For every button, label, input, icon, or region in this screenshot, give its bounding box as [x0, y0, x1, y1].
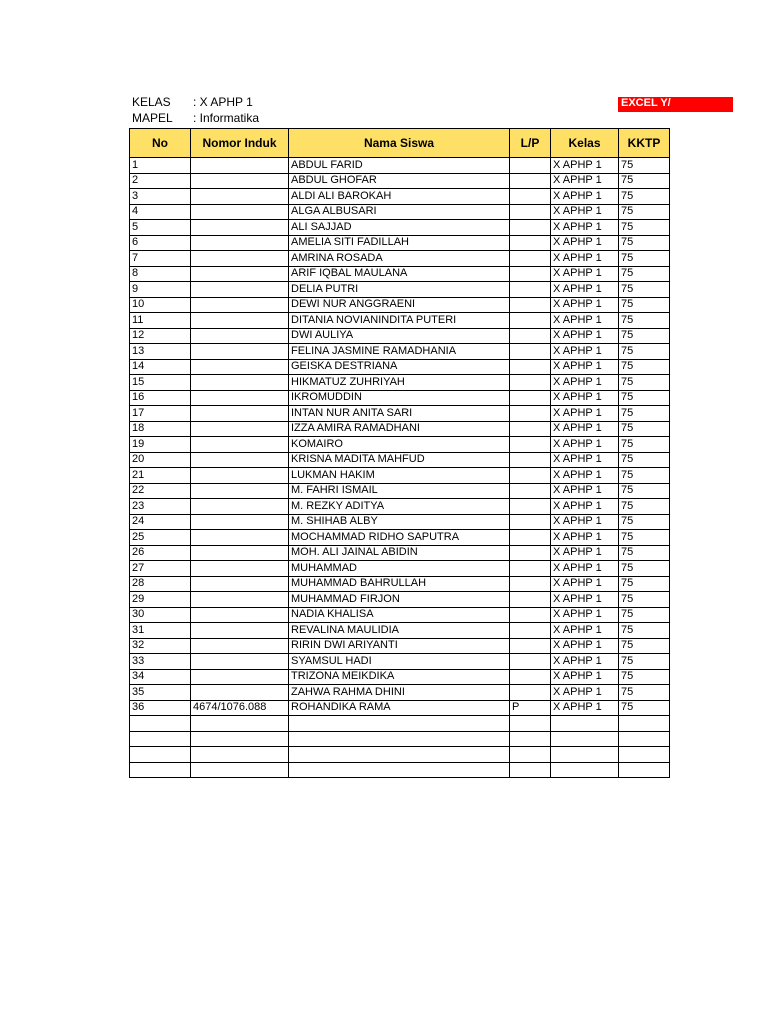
cell-nama-siswa[interactable] — [289, 716, 510, 732]
cell-kelas[interactable] — [551, 716, 619, 732]
cell-nomor-induk[interactable] — [191, 204, 289, 220]
table-row — [130, 731, 670, 747]
meta-kelas — [132, 95, 332, 110]
cell-nomor-induk[interactable] — [191, 747, 289, 763]
cell-kelas[interactable]: X APHP 1 — [551, 576, 619, 592]
table-row — [130, 669, 670, 685]
kelas-label: KELAS — [132, 95, 171, 109]
cell-nomor-induk[interactable] — [191, 514, 289, 530]
cell-kelas[interactable]: X APHP 1 — [551, 468, 619, 484]
cell-no[interactable]: 17 — [130, 406, 191, 422]
cell-kelas[interactable]: X APHP 1 — [551, 282, 619, 298]
cell-kelas[interactable]: X APHP 1 — [551, 375, 619, 391]
cell-no[interactable]: 33 — [130, 654, 191, 670]
cell-kelas[interactable]: X APHP 1 — [551, 452, 619, 468]
meta-mapel — [132, 111, 332, 126]
cell-kktp[interactable]: 75 — [619, 700, 670, 716]
cell-nama-siswa[interactable]: MOCHAMMAD RIDHO SAPUTRA — [289, 530, 510, 546]
cell-kelas[interactable]: X APHP 1 — [551, 638, 619, 654]
cell-no[interactable]: 23 — [130, 499, 191, 515]
cell-lp[interactable] — [510, 685, 551, 701]
table-row — [130, 359, 670, 375]
cell-kktp[interactable]: 75 — [619, 359, 670, 375]
cell-nomor-induk[interactable] — [191, 220, 289, 236]
cell-nomor-induk[interactable] — [191, 359, 289, 375]
cell-nomor-induk[interactable] — [191, 375, 289, 391]
cell-no[interactable]: 5 — [130, 220, 191, 236]
cell-lp[interactable] — [510, 220, 551, 236]
cell-kelas[interactable]: X APHP 1 — [551, 623, 619, 639]
cell-kelas[interactable]: X APHP 1 — [551, 545, 619, 561]
cell-nama-siswa[interactable]: AMELIA SITI FADILLAH — [289, 235, 510, 251]
cell-kelas[interactable]: X APHP 1 — [551, 297, 619, 313]
cell-kktp[interactable]: 75 — [619, 561, 670, 577]
cell-nama-siswa[interactable]: DEWI NUR ANGGRAENI — [289, 297, 510, 313]
cell-nomor-induk[interactable] — [191, 685, 289, 701]
cell-nama-siswa[interactable] — [289, 747, 510, 763]
table-row — [130, 576, 670, 592]
cell-no[interactable]: 27 — [130, 561, 191, 577]
cell-no[interactable] — [130, 762, 191, 778]
table-row — [130, 716, 670, 732]
table-row — [130, 266, 670, 282]
table-row — [130, 514, 670, 530]
cell-nomor-induk[interactable] — [191, 499, 289, 515]
cell-kelas[interactable]: X APHP 1 — [551, 158, 619, 174]
mapel-label: MAPEL — [132, 111, 173, 125]
cell-lp[interactable] — [510, 158, 551, 174]
cell-nomor-induk[interactable] — [191, 638, 289, 654]
cell-kelas[interactable]: X APHP 1 — [551, 390, 619, 406]
table-row — [130, 406, 670, 422]
cell-lp[interactable] — [510, 716, 551, 732]
cell-nama-siswa[interactable]: ZAHWA RAHMA DHINI — [289, 685, 510, 701]
cell-nama-siswa[interactable]: REVALINA MAULIDIA — [289, 623, 510, 639]
cell-nama-siswa[interactable]: IZZA AMIRA RAMADHANI — [289, 421, 510, 437]
cell-nama-siswa[interactable]: DITANIA NOVIANINDITA PUTERI — [289, 313, 510, 329]
table-row — [130, 762, 670, 778]
cell-kktp[interactable]: 75 — [619, 514, 670, 530]
column-header-kelas[interactable]: Kelas — [551, 129, 619, 158]
cell-nama-siswa[interactable]: ALGA ALBUSARI — [289, 204, 510, 220]
cell-kelas[interactable]: X APHP 1 — [551, 313, 619, 329]
cell-nomor-induk[interactable] — [191, 731, 289, 747]
cell-nama-siswa[interactable]: MUHAMMAD FIRJON — [289, 592, 510, 608]
cell-kelas[interactable]: X APHP 1 — [551, 406, 619, 422]
cell-no[interactable]: 18 — [130, 421, 191, 437]
table-row — [130, 220, 670, 236]
column-header-no[interactable]: No — [130, 129, 191, 158]
table-row — [130, 747, 670, 763]
cell-nama-siswa[interactable]: SYAMSUL HADI — [289, 654, 510, 670]
cell-nama-siswa[interactable]: ABDUL GHOFAR — [289, 173, 510, 189]
cell-no[interactable]: 9 — [130, 282, 191, 298]
cell-kelas[interactable]: X APHP 1 — [551, 189, 619, 205]
cell-kktp[interactable]: 75 — [619, 220, 670, 236]
cell-lp[interactable] — [510, 452, 551, 468]
cell-nomor-induk[interactable] — [191, 297, 289, 313]
cell-nama-siswa[interactable]: DWI AULIYA — [289, 328, 510, 344]
table-row — [130, 390, 670, 406]
cell-kktp[interactable]: 75 — [619, 282, 670, 298]
cell-nomor-induk[interactable] — [191, 158, 289, 174]
cell-kktp[interactable]: 75 — [619, 592, 670, 608]
column-header-lp[interactable]: L/P — [510, 129, 551, 158]
cell-nomor-induk[interactable] — [191, 406, 289, 422]
cell-lp[interactable] — [510, 747, 551, 763]
cell-kktp[interactable]: 75 — [619, 235, 670, 251]
cell-no[interactable] — [130, 731, 191, 747]
cell-kktp[interactable]: 75 — [619, 297, 670, 313]
cell-lp[interactable] — [510, 437, 551, 453]
cell-kelas[interactable]: X APHP 1 — [551, 328, 619, 344]
table-row — [130, 623, 670, 639]
cell-lp[interactable] — [510, 189, 551, 205]
table-row — [130, 530, 670, 546]
cell-no[interactable]: 3 — [130, 189, 191, 205]
cell-nomor-induk[interactable] — [191, 669, 289, 685]
cell-nama-siswa[interactable]: LUKMAN HAKIM — [289, 468, 510, 484]
cell-lp[interactable] — [510, 375, 551, 391]
table-row — [130, 344, 670, 360]
cell-lp[interactable] — [510, 576, 551, 592]
table-row — [130, 561, 670, 577]
cell-no[interactable]: 1 — [130, 158, 191, 174]
cell-nama-siswa[interactable]: IKROMUDDIN — [289, 390, 510, 406]
cell-nomor-induk[interactable] — [191, 483, 289, 499]
cell-no[interactable]: 8 — [130, 266, 191, 282]
cell-no[interactable]: 16 — [130, 390, 191, 406]
cell-nomor-induk[interactable] — [191, 251, 289, 267]
cell-kktp[interactable]: 75 — [619, 576, 670, 592]
cell-lp[interactable] — [510, 530, 551, 546]
cell-kktp[interactable]: 75 — [619, 158, 670, 174]
cell-nomor-induk[interactable] — [191, 235, 289, 251]
cell-nama-siswa[interactable]: M. SHIHAB ALBY — [289, 514, 510, 530]
cell-no[interactable]: 20 — [130, 452, 191, 468]
cell-no[interactable]: 22 — [130, 483, 191, 499]
cell-lp[interactable] — [510, 235, 551, 251]
table-row — [130, 313, 670, 329]
cell-nomor-induk[interactable] — [191, 654, 289, 670]
cell-nama-siswa[interactable]: NADIA KHALISA — [289, 607, 510, 623]
cell-no[interactable]: 26 — [130, 545, 191, 561]
cell-kktp[interactable] — [619, 731, 670, 747]
cell-kktp[interactable]: 75 — [619, 638, 670, 654]
cell-nomor-induk[interactable] — [191, 189, 289, 205]
table-row — [130, 328, 670, 344]
table-row — [130, 375, 670, 391]
cell-kktp[interactable]: 75 — [619, 390, 670, 406]
cell-nama-siswa[interactable]: ABDUL FARID — [289, 158, 510, 174]
cell-nama-siswa[interactable]: ALI SAJJAD — [289, 220, 510, 236]
table-row — [130, 297, 670, 313]
cell-kktp[interactable] — [619, 762, 670, 778]
cell-kelas[interactable]: X APHP 1 — [551, 483, 619, 499]
table-row — [130, 173, 670, 189]
cell-lp[interactable] — [510, 406, 551, 422]
table-row — [130, 235, 670, 251]
table-header-row — [130, 129, 670, 158]
cell-lp[interactable] — [510, 654, 551, 670]
cell-lp[interactable] — [510, 545, 551, 561]
cell-kelas[interactable]: X APHP 1 — [551, 437, 619, 453]
cell-kelas[interactable]: X APHP 1 — [551, 220, 619, 236]
cell-kelas[interactable] — [551, 731, 619, 747]
cell-nama-siswa[interactable]: KOMAIRO — [289, 437, 510, 453]
cell-nomor-induk[interactable] — [191, 561, 289, 577]
cell-kelas[interactable]: X APHP 1 — [551, 561, 619, 577]
cell-lp[interactable] — [510, 266, 551, 282]
cell-nomor-induk[interactable] — [191, 530, 289, 546]
cell-kelas[interactable]: X APHP 1 — [551, 654, 619, 670]
cell-kelas[interactable]: X APHP 1 — [551, 530, 619, 546]
student-table — [129, 128, 670, 778]
table-row — [130, 700, 670, 716]
cell-nama-siswa[interactable]: KRISNA MADITA MAHFUD — [289, 452, 510, 468]
cell-lp[interactable] — [510, 607, 551, 623]
cell-nomor-induk[interactable] — [191, 437, 289, 453]
cell-nama-siswa[interactable]: GEISKA DESTRIANA — [289, 359, 510, 375]
table-row — [130, 452, 670, 468]
cell-kktp[interactable]: 75 — [619, 685, 670, 701]
cell-kktp[interactable]: 75 — [619, 375, 670, 391]
cell-kktp[interactable]: 75 — [619, 483, 670, 499]
cell-lp[interactable] — [510, 468, 551, 484]
cell-kelas[interactable] — [551, 747, 619, 763]
excel-tag: EXCEL Y/ — [618, 97, 733, 112]
cell-lp[interactable] — [510, 204, 551, 220]
cell-lp[interactable] — [510, 638, 551, 654]
column-header-nomor-induk[interactable]: Nomor Induk — [191, 129, 289, 158]
table-row — [130, 204, 670, 220]
cell-lp[interactable] — [510, 359, 551, 375]
cell-kktp[interactable]: 75 — [619, 452, 670, 468]
column-header-kktp[interactable]: KKTP — [619, 129, 670, 158]
cell-no[interactable] — [130, 716, 191, 732]
cell-nama-siswa[interactable]: AMRINA ROSADA — [289, 251, 510, 267]
cell-nama-siswa[interactable] — [289, 731, 510, 747]
cell-nomor-induk[interactable] — [191, 313, 289, 329]
cell-nomor-induk[interactable] — [191, 328, 289, 344]
cell-lp[interactable] — [510, 483, 551, 499]
cell-kelas[interactable]: X APHP 1 — [551, 344, 619, 360]
cell-kktp[interactable]: 75 — [619, 251, 670, 267]
kelas-value: : X APHP 1 — [193, 95, 253, 109]
cell-no[interactable]: 4 — [130, 204, 191, 220]
cell-nomor-induk[interactable] — [191, 545, 289, 561]
cell-no[interactable]: 25 — [130, 530, 191, 546]
cell-lp[interactable] — [510, 251, 551, 267]
cell-lp[interactable] — [510, 297, 551, 313]
cell-kktp[interactable]: 75 — [619, 406, 670, 422]
table-row — [130, 468, 670, 484]
cell-no[interactable]: 6 — [130, 235, 191, 251]
cell-no[interactable]: 30 — [130, 607, 191, 623]
cell-kktp[interactable] — [619, 716, 670, 732]
cell-no[interactable]: 21 — [130, 468, 191, 484]
cell-kelas[interactable]: X APHP 1 — [551, 514, 619, 530]
cell-nomor-induk[interactable] — [191, 576, 289, 592]
cell-nama-siswa[interactable]: M. REZKY ADITYA — [289, 499, 510, 515]
cell-no[interactable]: 2 — [130, 173, 191, 189]
table-row — [130, 499, 670, 515]
cell-nama-siswa[interactable]: MUHAMMAD BAHRULLAH — [289, 576, 510, 592]
cell-kktp[interactable]: 75 — [619, 313, 670, 329]
table-row — [130, 421, 670, 437]
cell-nama-siswa[interactable]: M. FAHRI ISMAIL — [289, 483, 510, 499]
cell-kktp[interactable]: 75 — [619, 344, 670, 360]
cell-nama-siswa[interactable]: MUHAMMAD — [289, 561, 510, 577]
cell-kktp[interactable]: 75 — [619, 468, 670, 484]
cell-lp[interactable]: P — [510, 700, 551, 716]
cell-lp[interactable] — [510, 421, 551, 437]
cell-nomor-induk[interactable] — [191, 421, 289, 437]
cell-lp[interactable] — [510, 173, 551, 189]
cell-no[interactable]: 19 — [130, 437, 191, 453]
table-row — [130, 282, 670, 298]
cell-kelas[interactable]: X APHP 1 — [551, 235, 619, 251]
table-row — [130, 158, 670, 174]
cell-nama-siswa[interactable]: ALDI ALI BAROKAH — [289, 189, 510, 205]
cell-no[interactable]: 14 — [130, 359, 191, 375]
cell-no[interactable]: 29 — [130, 592, 191, 608]
cell-kelas[interactable]: X APHP 1 — [551, 700, 619, 716]
cell-no[interactable]: 35 — [130, 685, 191, 701]
cell-lp[interactable] — [510, 669, 551, 685]
cell-nomor-induk[interactable]: 4674/1076.088 — [191, 700, 289, 716]
cell-no[interactable]: 36 — [130, 700, 191, 716]
cell-nomor-induk[interactable] — [191, 592, 289, 608]
table-row — [130, 607, 670, 623]
cell-no[interactable]: 12 — [130, 328, 191, 344]
cell-kktp[interactable]: 75 — [619, 266, 670, 282]
table-row — [130, 437, 670, 453]
cell-kktp[interactable]: 75 — [619, 189, 670, 205]
cell-lp[interactable] — [510, 282, 551, 298]
cell-no[interactable]: 10 — [130, 297, 191, 313]
cell-no[interactable]: 15 — [130, 375, 191, 391]
cell-nomor-induk[interactable] — [191, 282, 289, 298]
cell-nama-siswa[interactable]: HIKMATUZ ZUHRIYAH — [289, 375, 510, 391]
cell-nama-siswa[interactable]: MOH. ALI JAINAL ABIDIN — [289, 545, 510, 561]
table-row — [130, 189, 670, 205]
cell-kelas[interactable]: X APHP 1 — [551, 359, 619, 375]
cell-no[interactable] — [130, 747, 191, 763]
cell-kktp[interactable]: 75 — [619, 623, 670, 639]
cell-kelas[interactable]: X APHP 1 — [551, 592, 619, 608]
table-row — [130, 483, 670, 499]
table-row — [130, 638, 670, 654]
cell-nomor-induk[interactable] — [191, 266, 289, 282]
cell-no[interactable]: 32 — [130, 638, 191, 654]
cell-kktp[interactable]: 75 — [619, 328, 670, 344]
cell-lp[interactable] — [510, 561, 551, 577]
cell-lp[interactable] — [510, 762, 551, 778]
table-row — [130, 545, 670, 561]
column-header-nama-siswa[interactable]: Nama Siswa — [289, 129, 510, 158]
cell-nama-siswa[interactable]: ARIF IQBAL MAULANA — [289, 266, 510, 282]
table-row — [130, 654, 670, 670]
cell-nomor-induk[interactable] — [191, 173, 289, 189]
cell-kelas[interactable]: X APHP 1 — [551, 251, 619, 267]
table-row — [130, 685, 670, 701]
cell-nomor-induk[interactable] — [191, 716, 289, 732]
cell-kktp[interactable]: 75 — [619, 499, 670, 515]
cell-kktp[interactable]: 75 — [619, 545, 670, 561]
cell-nama-siswa[interactable]: DELIA PUTRI — [289, 282, 510, 298]
cell-nama-siswa[interactable]: INTAN NUR ANITA SARI — [289, 406, 510, 422]
cell-no[interactable]: 11 — [130, 313, 191, 329]
cell-nomor-induk[interactable] — [191, 344, 289, 360]
cell-kktp[interactable]: 75 — [619, 530, 670, 546]
table-body — [130, 158, 670, 778]
cell-no[interactable]: 24 — [130, 514, 191, 530]
cell-lp[interactable] — [510, 592, 551, 608]
cell-kktp[interactable]: 75 — [619, 669, 670, 685]
cell-nama-siswa[interactable]: TRIZONA MEIKDIKA — [289, 669, 510, 685]
cell-nomor-induk[interactable] — [191, 390, 289, 406]
table-row — [130, 251, 670, 267]
cell-kktp[interactable]: 75 — [619, 437, 670, 453]
cell-kktp[interactable]: 75 — [619, 607, 670, 623]
cell-nama-siswa[interactable]: FELINA JASMINE RAMADHANIA — [289, 344, 510, 360]
cell-no[interactable]: 31 — [130, 623, 191, 639]
cell-lp[interactable] — [510, 344, 551, 360]
cell-nama-siswa[interactable] — [289, 762, 510, 778]
cell-kelas[interactable]: X APHP 1 — [551, 669, 619, 685]
cell-nama-siswa[interactable]: RIRIN DWI ARIYANTI — [289, 638, 510, 654]
mapel-value: : Informatika — [193, 111, 260, 125]
cell-kelas[interactable]: X APHP 1 — [551, 607, 619, 623]
cell-kktp[interactable]: 75 — [619, 421, 670, 437]
cell-kktp[interactable]: 75 — [619, 654, 670, 670]
cell-nomor-induk[interactable] — [191, 452, 289, 468]
cell-kktp[interactable]: 75 — [619, 173, 670, 189]
cell-lp[interactable] — [510, 731, 551, 747]
cell-nomor-induk[interactable] — [191, 623, 289, 639]
cell-nomor-induk[interactable] — [191, 607, 289, 623]
cell-lp[interactable] — [510, 623, 551, 639]
cell-kelas[interactable]: X APHP 1 — [551, 499, 619, 515]
cell-lp[interactable] — [510, 499, 551, 515]
cell-nomor-induk[interactable] — [191, 468, 289, 484]
cell-no[interactable]: 34 — [130, 669, 191, 685]
table-row — [130, 592, 670, 608]
cell-no[interactable]: 28 — [130, 576, 191, 592]
cell-lp[interactable] — [510, 313, 551, 329]
cell-kelas[interactable]: X APHP 1 — [551, 421, 619, 437]
cell-kelas[interactable]: X APHP 1 — [551, 204, 619, 220]
cell-lp[interactable] — [510, 514, 551, 530]
cell-nomor-induk[interactable] — [191, 762, 289, 778]
cell-lp[interactable] — [510, 328, 551, 344]
cell-kktp[interactable] — [619, 747, 670, 763]
cell-kelas[interactable]: X APHP 1 — [551, 266, 619, 282]
cell-lp[interactable] — [510, 390, 551, 406]
cell-no[interactable]: 7 — [130, 251, 191, 267]
cell-kelas[interactable]: X APHP 1 — [551, 173, 619, 189]
cell-nama-siswa[interactable]: ROHANDIKA RAMA — [289, 700, 510, 716]
cell-kktp[interactable]: 75 — [619, 204, 670, 220]
cell-kelas[interactable] — [551, 762, 619, 778]
cell-kelas[interactable]: X APHP 1 — [551, 685, 619, 701]
cell-no[interactable]: 13 — [130, 344, 191, 360]
